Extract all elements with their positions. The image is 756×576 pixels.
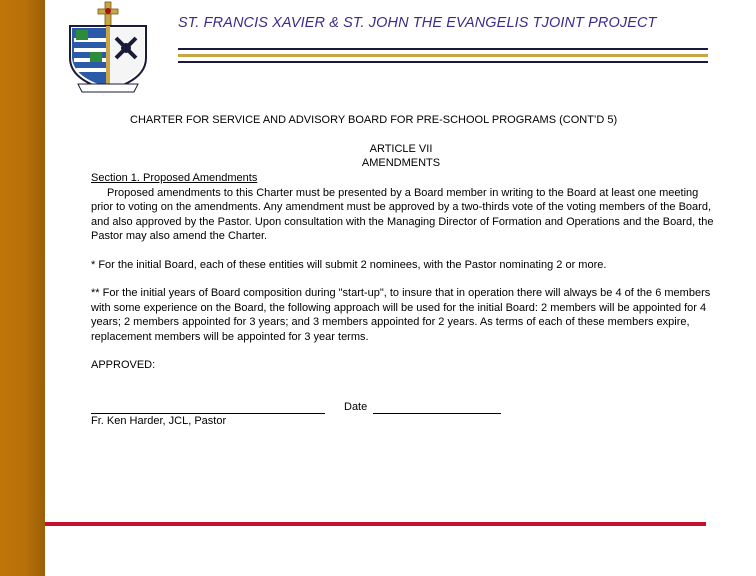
left-sidebar-band [0, 0, 45, 576]
section-title: Section 1. Proposed Amendments [91, 172, 258, 184]
signatory-name: Fr. Ken Harder, JCL, Pastor [91, 415, 227, 427]
header-rule-dark-bottom [178, 61, 708, 63]
header-rule-gold [178, 54, 708, 57]
section-paragraph: Proposed amendments to this Charter must be presented by a Board member in writing to the Board at least one meeting prior to voting on the amendments. Any amendment must be approved by a two-thirds vote of the voting members of the Board, and also approved by the Pastor. Upon consultation with the Managing Director of Formation and Operations and the Board, the Pastor may also amend the Charter. [91, 186, 714, 242]
signature-line [91, 413, 325, 414]
approved-label: APPROVED: [91, 359, 156, 371]
header-rule-dark-top [178, 48, 708, 50]
date-line [373, 413, 501, 414]
charter-body [91, 171, 717, 344]
footer-rule [45, 522, 706, 526]
article-heading [330, 142, 472, 170]
footnote-startup-terms: ** For the initial years of Board composition during "start-up", to insure that in operation there will always be 4 of the 6 members with some experience on the Board, the following approach will be used for the initial Board: 2 members will be appointed for 4 years; 2 members appointed for 3 years; and 3 members appointed for 2 years. As terms of each of these members expire, replacement members will be appointed for 3 year terms. [91, 287, 711, 343]
parish-crest-icon [60, 0, 156, 96]
article-title: AMENDMENTS [361, 157, 441, 169]
date-label: Date [344, 401, 368, 413]
footnote-initial-board: * For the initial Board, each of these entities will submit 2 nominees, with the Pastor nominating 2 or more. [91, 258, 607, 271]
header-title: ST. FRANCIS XAVIER & ST. JOHN THE EVANGELIS TJOINT PROJECT [178, 15, 657, 31]
document-heading: CHARTER FOR SERVICE AND ADVISORY BOARD FOR PRE-SCHOOL PROGRAMS (CONT’D 5) [130, 114, 618, 126]
article-number: ARTICLE VII [369, 143, 433, 155]
